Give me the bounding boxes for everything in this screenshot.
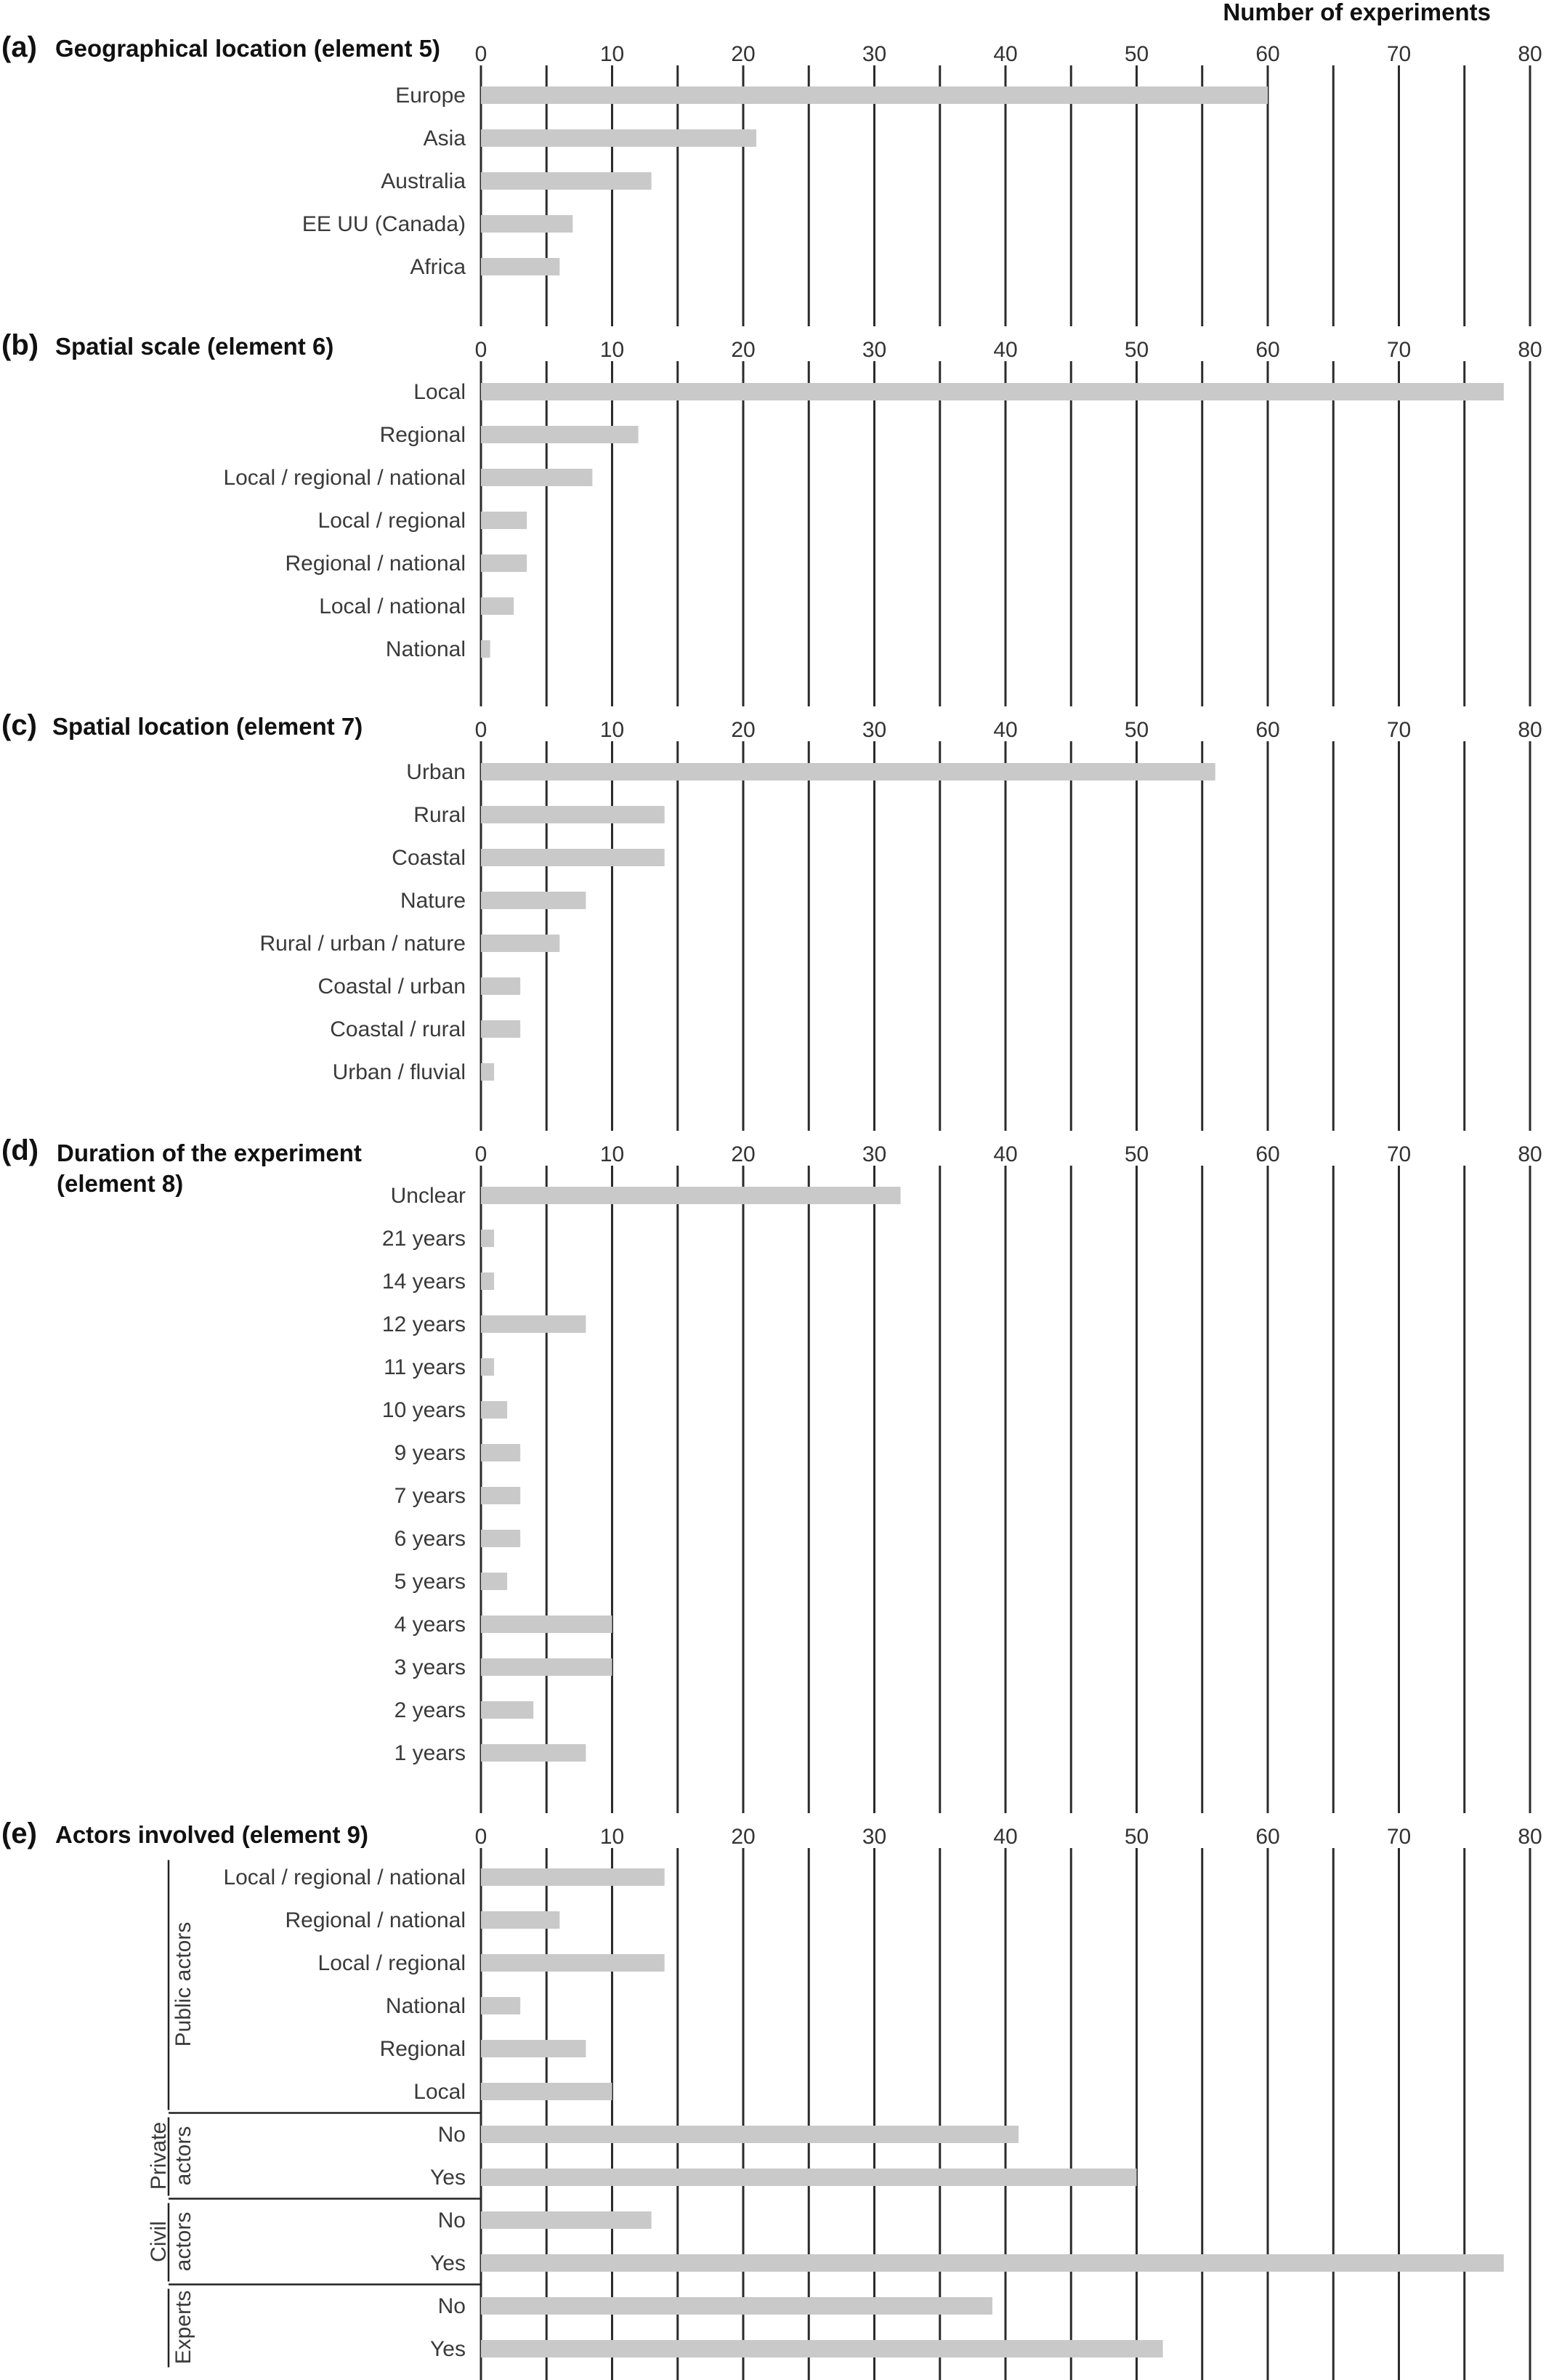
bar [481,1615,612,1633]
category-label: Coastal [392,846,466,870]
bar [481,977,520,995]
bar [481,1315,586,1333]
x-tick-label: 70 [1386,1825,1412,1849]
group-label: Private [147,2121,171,2190]
category-label: 2 years [394,1698,466,1722]
x-tick-label: 20 [731,42,756,66]
category-label: Australia [381,169,466,193]
bar [481,640,490,658]
x-tick-label: 50 [1124,338,1149,362]
bar [481,892,586,909]
bar [481,512,527,529]
x-tick-label: 40 [993,718,1018,742]
category-label: Local / regional / national [223,1865,466,1889]
bar [481,1272,494,1290]
x-tick-label: 40 [993,338,1018,362]
x-tick-label: 40 [993,42,1018,66]
panel-letter: (b) [1,329,39,361]
x-tick-label: 40 [993,1825,1018,1849]
panel-2 [1,709,1542,1131]
x-tick-label: 60 [1255,338,1280,362]
category-label: Coastal / rural [330,1017,466,1041]
panel-4 [1,1818,1542,2380]
bar [481,1744,586,1762]
category-label: 10 years [381,1398,466,1422]
category-label: 9 years [394,1441,466,1465]
category-label: Regional [379,2037,466,2061]
panel-letter: (e) [1,1818,37,1849]
category-label: 11 years [384,1355,466,1379]
x-tick-label: 80 [1518,338,1542,362]
panel-title: Duration of the experiment [57,1139,362,1166]
bar [481,763,1215,780]
x-tick-label: 80 [1518,42,1542,66]
category-label: No [437,2294,466,2318]
bar [481,1487,520,1504]
panel-title: Geographical location (element 5) [55,35,440,62]
category-label: 12 years [381,1312,466,1336]
bar [481,1911,559,1929]
x-tick-label: 40 [993,1142,1018,1166]
bar [481,1868,665,1886]
x-tick-label: 60 [1255,1825,1280,1849]
bar [481,1063,494,1081]
panel-3 [1,1134,1542,1813]
x-axis-title: Number of experiments [1223,0,1491,25]
category-label: National [385,1994,466,2018]
bar [481,1954,665,1972]
x-tick-label: 70 [1386,1142,1412,1166]
x-tick-label: 30 [862,42,887,66]
bar [481,935,559,952]
category-label: 5 years [394,1570,466,1594]
x-tick-label: 60 [1255,1142,1280,1166]
x-tick-label: 10 [599,42,625,66]
x-tick-label: 20 [731,718,756,742]
x-tick-label: 60 [1255,42,1280,66]
bar [481,1530,520,1547]
x-tick-label: 20 [731,1142,756,1166]
panel-1 [1,329,1542,706]
category-label: Asia [423,126,466,150]
category-label: Yes [430,2251,466,2275]
bar [481,2297,992,2315]
category-label: Rural / urban / nature [259,932,466,956]
panel-letter: (a) [1,31,37,63]
category-label: 7 years [394,1484,466,1508]
bar [481,2040,586,2057]
panel-letter: (d) [1,1134,39,1166]
x-tick-label: 80 [1518,1825,1542,1849]
category-label: 14 years [381,1270,466,1294]
x-tick-label: 10 [599,1142,625,1166]
x-tick-label: 30 [862,1825,887,1849]
bar [481,1401,507,1419]
group-label: actors [171,2126,195,2186]
bar [481,806,665,823]
group-label: actors [171,2211,195,2272]
bar [481,554,527,572]
category-label: Rural [413,803,466,827]
x-tick-label: 0 [474,1825,487,1849]
x-tick-label: 70 [1386,718,1412,742]
x-tick-label: 0 [474,338,487,362]
category-label: Local [413,2080,466,2104]
bar [481,1230,494,1247]
category-label: 21 years [381,1227,466,1251]
category-label: National [385,637,466,661]
bar [481,1358,494,1376]
x-tick-label: 0 [474,1142,487,1166]
bar [481,129,756,147]
x-tick-label: 80 [1518,718,1542,742]
bar [481,1573,507,1590]
x-tick-label: 0 [474,718,487,742]
category-label: Local [413,380,466,404]
category-label: 4 years [394,1613,466,1637]
group-label: Experts [171,2290,195,2365]
category-label: Local / regional / national [223,466,466,490]
category-label: Yes [430,2166,466,2190]
bar [481,597,514,615]
category-label: 3 years [394,1655,466,1679]
category-label: Local / regional [317,1951,466,1975]
panel-0 [1,31,1542,326]
group-label: Civil [147,2221,171,2262]
bar [481,86,1268,104]
x-tick-label: 70 [1386,42,1412,66]
x-tick-label: 0 [474,42,487,66]
bar [481,215,572,233]
category-label: Unclear [390,1184,466,1208]
category-label: Local / national [319,594,466,618]
group-label: Public actors [171,1921,195,2047]
bar [481,1444,520,1461]
category-label: Regional [379,423,466,447]
category-label: Urban / fluvial [332,1060,466,1084]
bar [481,383,1504,400]
bar [481,2254,1504,2272]
bar [481,1658,612,1676]
bar [481,1997,520,2014]
category-label: Regional / national [285,1908,466,1932]
bar [481,258,559,275]
bar [481,469,592,486]
x-tick-label: 50 [1124,1825,1149,1849]
bar [481,172,652,190]
x-tick-label: 50 [1124,718,1149,742]
panel-title: Spatial location (element 7) [52,713,363,740]
x-tick-label: 10 [599,338,625,362]
category-label: No [437,2123,466,2147]
category-label: 1 years [394,1741,466,1765]
x-tick-label: 20 [731,338,756,362]
x-tick-label: 30 [862,1142,887,1166]
panel-title: (element 8) [57,1170,184,1197]
category-label: Europe [395,84,466,108]
x-tick-label: 10 [599,1825,625,1849]
x-tick-label: 50 [1124,1142,1149,1166]
bar [481,849,665,866]
x-tick-label: 10 [599,718,625,742]
category-label: No [437,2208,466,2232]
bar [481,1187,901,1204]
bar [481,2126,1019,2143]
category-label: Coastal / urban [317,975,466,999]
x-tick-label: 30 [862,718,887,742]
bar [481,2169,1137,2186]
bar [481,426,639,443]
category-label: Urban [406,760,466,784]
bar [481,2340,1163,2357]
category-label: Local / regional [317,509,466,533]
bar [481,2083,612,2100]
panel-title: Actors involved (element 9) [55,1821,368,1848]
bar [481,2211,652,2229]
bar [481,1701,533,1719]
x-tick-label: 50 [1124,42,1149,66]
category-label: Africa [410,255,466,279]
x-tick-label: 20 [731,1825,756,1849]
x-tick-label: 30 [862,338,887,362]
category-label: EE UU (Canada) [301,212,466,236]
x-tick-label: 60 [1255,718,1280,742]
bar [481,1020,520,1038]
x-tick-label: 70 [1386,338,1412,362]
category-label: Nature [400,889,466,913]
x-tick-label: 80 [1518,1142,1542,1166]
category-label: 6 years [394,1527,466,1551]
category-label: Regional / national [285,552,466,576]
panel-title: Spatial scale (element 6) [55,333,334,360]
category-label: Yes [430,2337,466,2361]
panel-letter: (c) [1,709,37,741]
